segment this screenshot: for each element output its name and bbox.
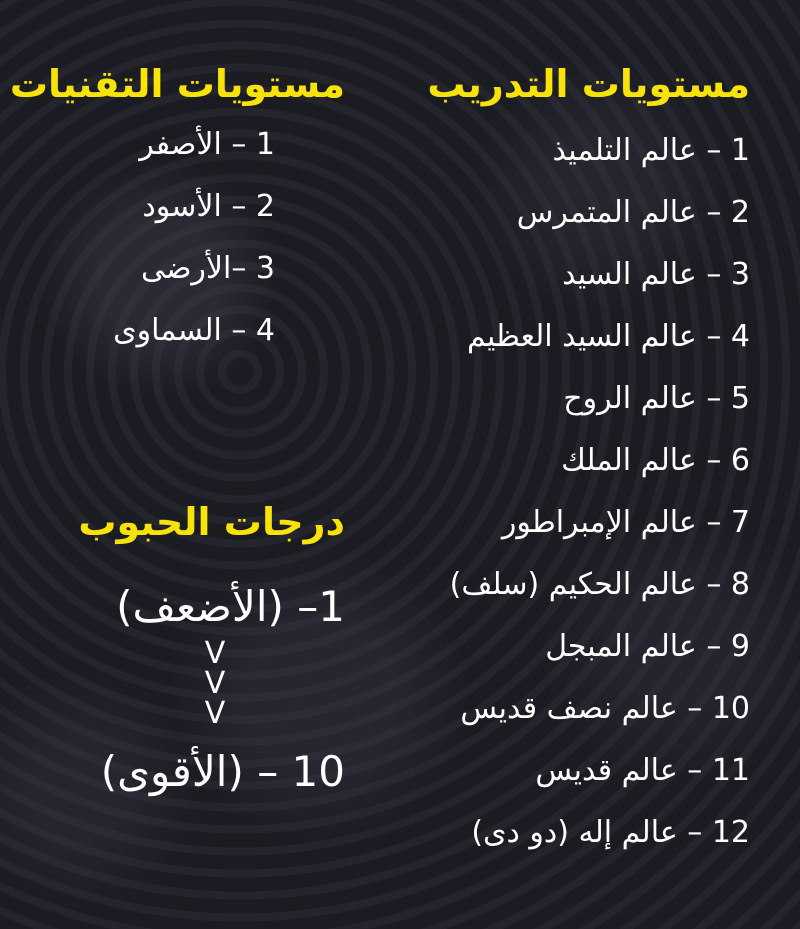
weakest-grade: 1– (الأضعف) bbox=[116, 582, 345, 631]
list-item: 1 – عالم التلميذ bbox=[552, 133, 750, 168]
chevron-down-icon: V bbox=[204, 696, 226, 731]
list-item: 3 –الأرضى bbox=[140, 251, 275, 286]
list-item: 8 – عالم الحكيم (سلف) bbox=[449, 567, 750, 602]
list-item: 4 – السماوى bbox=[113, 313, 275, 348]
training-levels-list bbox=[427, 120, 750, 864]
chevron-down-icon: V bbox=[204, 666, 226, 701]
list-item: 6 – عالم الملك bbox=[561, 443, 750, 478]
strongest-grade: 10 – (الأقوى) bbox=[100, 747, 345, 796]
list-item: 9 – عالم المبجل bbox=[545, 629, 750, 664]
training-levels-section bbox=[427, 62, 750, 864]
training-levels-title: مستويات التدريب bbox=[427, 62, 750, 106]
list-item: 3 – عالم السيد bbox=[562, 257, 750, 292]
chevron-down-icon: V bbox=[204, 636, 226, 671]
list-item: 4 – عالم السيد العظيم bbox=[467, 319, 750, 354]
arrow-stack bbox=[185, 636, 245, 731]
list-item: 5 – عالم الروح bbox=[563, 381, 750, 416]
technique-levels-section bbox=[10, 62, 345, 362]
list-item: 7 – عالم الإمبراطور bbox=[501, 505, 750, 540]
list-item: 1 – الأصفر bbox=[139, 127, 275, 162]
pill-grades-section bbox=[35, 500, 345, 796]
technique-levels-title: مستويات التقنيات bbox=[9, 62, 345, 106]
pill-grades-title: درجات الحبوب bbox=[78, 500, 345, 544]
technique-levels-list bbox=[10, 114, 275, 362]
list-item: 10 – عالم نصف قديس bbox=[460, 691, 750, 726]
list-item: 11 – عالم قديس bbox=[535, 753, 750, 788]
list-item: 2 – الأسود bbox=[142, 189, 275, 224]
list-item: 2 – عالم المتمرس bbox=[516, 195, 750, 230]
list-item: 12 – عالم إله (دو دى) bbox=[471, 815, 750, 850]
